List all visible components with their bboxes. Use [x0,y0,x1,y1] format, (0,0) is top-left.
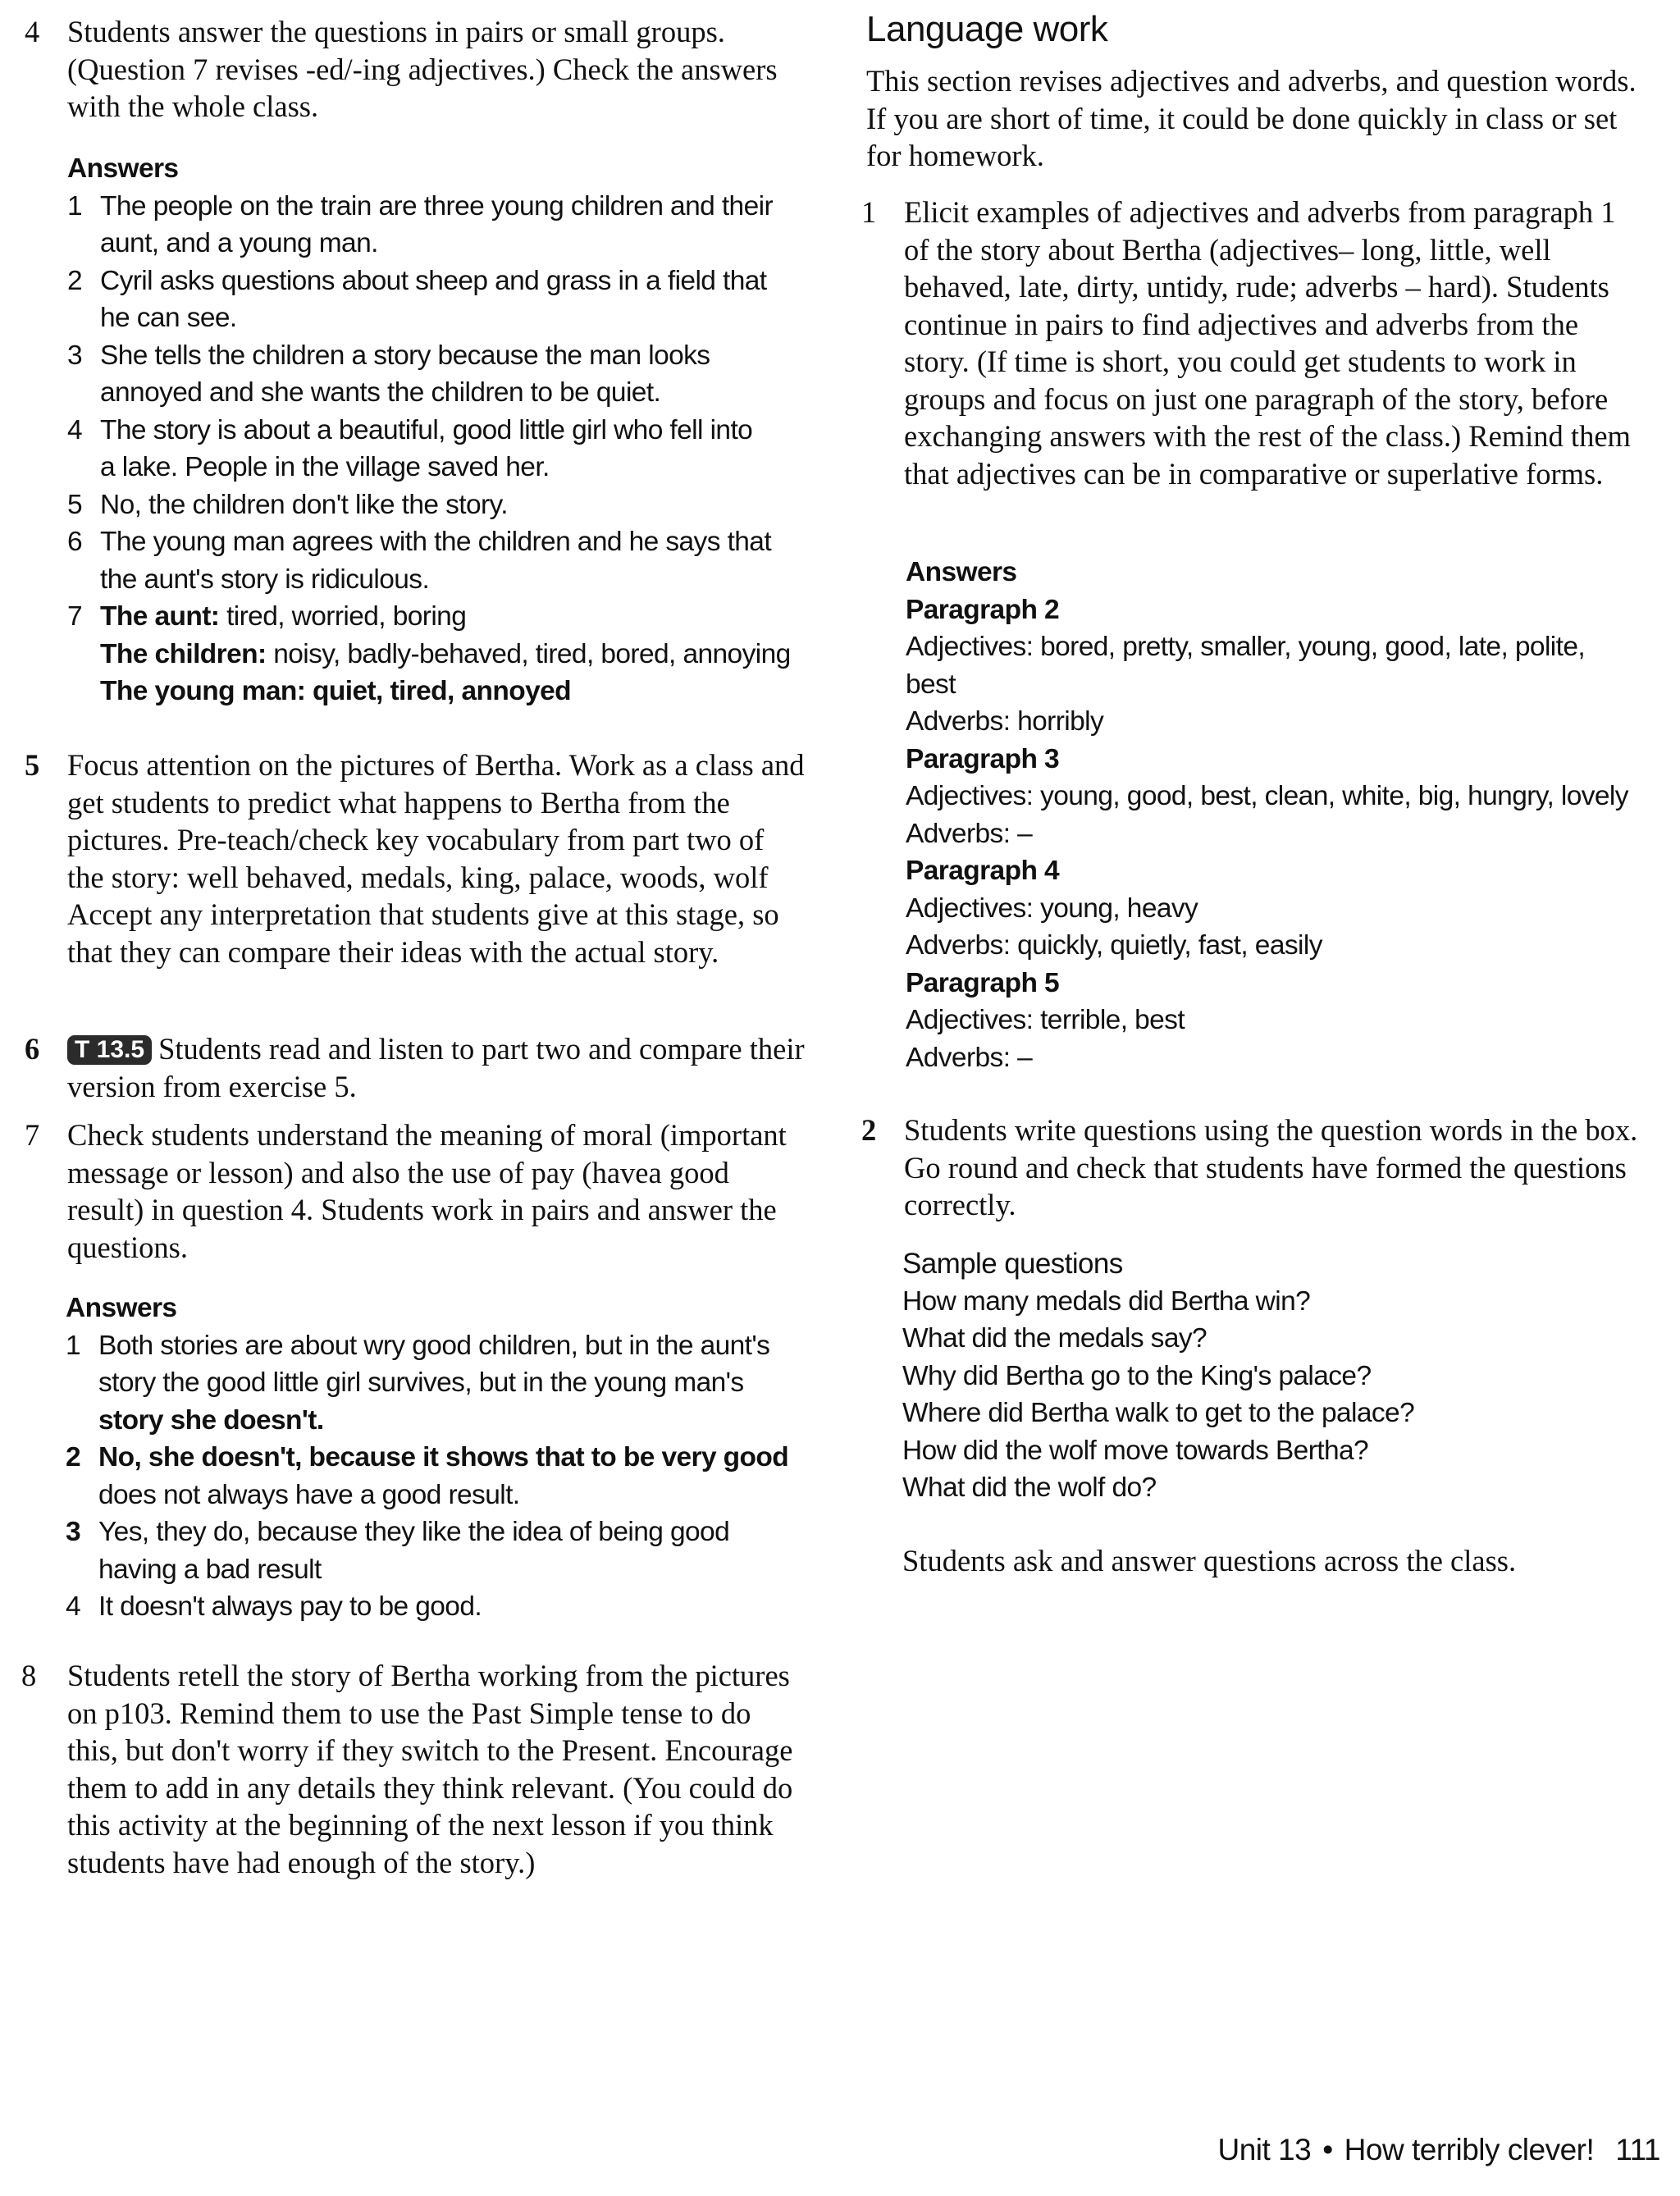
sample-question: Why did Bertha go to the King's palace? [902,1360,1372,1391]
language-exercise-1 [856,194,1647,492]
answer-row: 6 The young man agrees with the children and he says that the aunt's story is ridiculous. [67,527,772,595]
answer-row: 7 The aunt: tired, worried, boring The children: noisy, badly-behaved, tired, bored, annoying The young man: quiet, tired, annoyed [67,601,791,706]
exercise-text: Elicit examples of adjectives and adverbs from paragraph 1 of the story about Bertha (adjectives– long, little, well behaved, late, dirty, untidy, rude; adverbs – hard). Students continue in pairs to find adjectives and adverbs from the story. (If time is short, you could get students to work in groups and focus on just one paragraph of the story, before exchanging answers with the rest of the class.) Remind them that adjectives can be in comparative or superlative forms. [904,195,1631,491]
sample-questions-block [902,1245,1647,1507]
exercise-4 [20,13,807,126]
sample-questions-heading: Sample questions [902,1248,1123,1280]
answer-row: 4 It doesn't always pay to be good. [66,1591,482,1622]
unit-title: How terribly clever! [1344,2133,1595,2166]
answer-row: 1 The people on the train are three young children and their aunt, and a young man. [67,190,774,258]
sample-question: Where did Bertha walk to get to the palace? [902,1398,1415,1428]
answer-row: 3 She tells the children a story because the man looks annoyed and she wants the children to be quiet. [67,340,710,408]
closing-note: Students ask and answer questions across the class. [902,1544,1517,1577]
exercise-7 [20,1116,807,1266]
paragraph-heading: Paragraph 5 [906,967,1060,998]
answers-heading: Answers [906,557,1017,587]
answer-row: 4 The story is about a beautiful, good little girl who fell into a lake. People in the village saved her. [67,414,753,482]
exercise-number: 6 [25,1032,40,1066]
bullet-separator: • [1322,2133,1333,2166]
paragraph-heading: Paragraph 4 [906,856,1060,886]
unit-label: Unit 13 [1217,2133,1312,2166]
answers-heading: Answers [66,1293,177,1323]
exercise-number: 2 [861,1113,877,1147]
exercise-8 [20,1657,807,1881]
exercise-number: 8 [21,1659,37,1692]
exercise-text: Check students understand the meaning of moral (important message or lesson) and also the use of pay (havea good result) in question 4. Students work in pairs and answer the questions. [67,1118,787,1264]
sample-question: What did the medals say? [902,1323,1208,1354]
paragraph-heading: Paragraph 3 [906,743,1060,774]
answer-row: 1 Both stories are about wry good children, but in the aunt's story the good little girl survives, but in the young man's story she doesn't. [66,1330,770,1436]
section-title: Language work [866,9,1108,49]
exercise-number: 1 [861,195,877,229]
answers-block-7 [66,1290,807,1626]
answer-row: 2 Cyril asks questions about sheep and grass in a field that he can see. [67,265,767,333]
page-footer [1217,2130,1660,2170]
language-exercise-2 [856,1112,1647,1224]
exercise-text: Focus attention on the pictures of Bertha. Work as a class and get students to predict what happens to Bertha from the pictures. Pre-teach/check key vocabulary from part two of the story: well behaved, medals, king, palace, woods, wolf Accept any interpretation that students give at this stage, so that they can compare their ideas with the actual story. [67,748,805,969]
exercise-number: 4 [25,15,40,48]
section-intro: This section revises adjectives and adverbs, and question words. If you are short of time, it could be done quickly in class or set for homework. [866,64,1637,172]
audio-track-badge: T 13.5 [67,1035,152,1065]
exercise-number: 5 [25,748,40,782]
exercise-6 [20,1030,807,1105]
sample-question: What did the wolf do? [902,1472,1157,1503]
paragraph-heading: Paragraph 2 [906,594,1060,625]
exercise-text: Students write questions using the question words in the box. Go round and check that students have formed the questions correctly. [904,1113,1638,1221]
exercise-number: 7 [25,1118,40,1152]
exercise-5 [20,746,807,970]
page-number: 111 [1615,2133,1660,2166]
sample-question: How many medals did Bertha win? [902,1285,1311,1317]
exercise-text: Students answer the questions in pairs or small groups. (Question 7 revises -ed/-ing adjectives.) Check the answers with the whole class. [67,15,778,123]
exercise-text: Students read and listen to part two and compare their version from exercise 5. [67,1032,805,1103]
sample-question: How did the wolf move towards Bertha? [902,1435,1369,1466]
answer-row: 5 No, the children don't like the story. [67,489,508,520]
answer-row: 2 No, she doesn't, because it shows that to be very good does not always have a good result. [66,1442,789,1510]
answers-heading: Answers [67,153,179,184]
answer-row: 3 Yes, they do, because they like the idea of being good having a bad result [66,1517,730,1585]
answers-block-language-1: Answers Paragraph 2 Adjectives: bored, pretty, smaller, young, good, late, polite, best Adverbs: horribly Paragraph 3 Adjectives: young, good, best, clean, white, big, hungry, lovely Adverbs: – Paragraph 4 Adjectives: young, heavy Adverbs: quickly, quietly, fast, easily Paragraph 5 Adjectives: terrible, best Adverbs: – [906,554,1647,1076]
exercise-text: Students retell the story of Bertha working from the pictures on p103. Remind them to use the Past Simple tense to do this, but don't worry if they switch to the Present. Encourage them to add in any details they think relevant. (You could do this activity at the beginning of the next lesson if you think students have had enough of the story.) [67,1659,793,1879]
answers-block-4 [67,150,807,710]
